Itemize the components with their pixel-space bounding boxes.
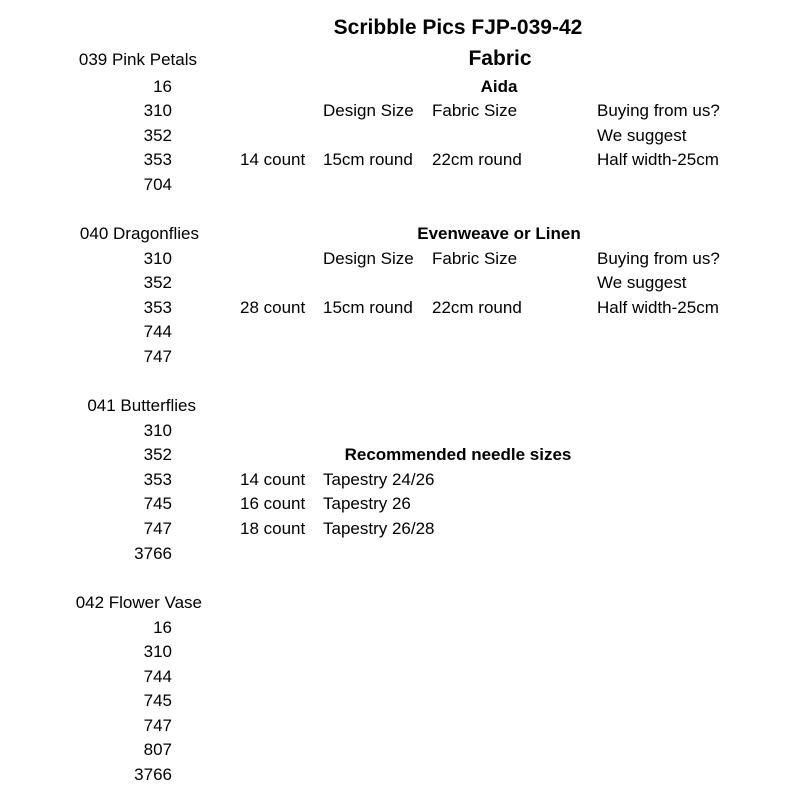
thread-number: 807	[143, 740, 172, 759]
design-name: 041 Butterflies	[87, 396, 196, 415]
thread-number: 744	[143, 667, 172, 686]
aida-count: 14 count	[240, 150, 306, 169]
evenweave-fabric-size: 22cm round	[432, 298, 522, 317]
thread-number: 310	[143, 249, 172, 268]
thread-number: 704	[143, 175, 172, 194]
design-name: 042 Flower Vase	[75, 593, 202, 612]
aida-design-size: 15cm round	[323, 150, 413, 169]
thread-number: 3766	[134, 765, 172, 784]
needle-count: 18 count	[240, 519, 306, 538]
evenweave-fabric-size-header: Fabric Size	[432, 249, 518, 268]
evenweave-design-size-header: Design Size	[323, 249, 414, 268]
thread-number: 745	[143, 494, 172, 513]
thread-number: 353	[143, 298, 172, 317]
thread-number: 353	[143, 470, 172, 489]
aida-buying-line2: We suggest	[597, 126, 687, 145]
needles-heading: Recommended needle sizes	[344, 445, 572, 464]
thread-number: 744	[143, 322, 172, 341]
thread-number: 310	[143, 421, 172, 440]
thread-number: 747	[143, 347, 172, 366]
needle-size: Tapestry 24/26	[323, 470, 435, 489]
thread-number: 747	[143, 716, 172, 735]
thread-number: 310	[143, 642, 172, 661]
design-name: 039 Pink Petals	[78, 50, 197, 69]
aida-heading: Aida	[480, 77, 518, 96]
aida-fabric-size: 22cm round	[432, 150, 522, 169]
design-name: 040 Dragonflies	[79, 224, 199, 243]
thread-number: 747	[143, 519, 172, 538]
thread-number: 745	[143, 691, 172, 710]
page-title: Scribble Pics FJP-039-42	[333, 16, 583, 39]
thread-number: 16	[153, 618, 172, 637]
aida-buying-line1: Buying from us?	[597, 101, 720, 120]
thread-number: 352	[143, 445, 172, 464]
evenweave-heading: Evenweave or Linen	[417, 224, 581, 243]
aida-design-size-header: Design Size	[323, 101, 414, 120]
evenweave-suggestion: Half width-25cm	[597, 298, 719, 317]
thread-number: 353	[143, 150, 172, 169]
fabric-heading: Fabric	[468, 47, 532, 70]
needle-count: 14 count	[240, 470, 306, 489]
thread-number: 352	[143, 126, 172, 145]
evenweave-count: 28 count	[240, 298, 306, 317]
aida-fabric-size-header: Fabric Size	[432, 101, 518, 120]
evenweave-design-size: 15cm round	[323, 298, 413, 317]
evenweave-buying-line1: Buying from us?	[597, 249, 720, 268]
needle-size: Tapestry 26/28	[323, 519, 435, 538]
thread-number: 16	[153, 77, 172, 96]
evenweave-buying-line2: We suggest	[597, 273, 687, 292]
aida-suggestion: Half width-25cm	[597, 150, 719, 169]
thread-number: 3766	[134, 544, 172, 563]
needle-count: 16 count	[240, 494, 306, 513]
thread-number: 310	[143, 101, 172, 120]
thread-number: 352	[143, 273, 172, 292]
needle-size: Tapestry 26	[323, 494, 411, 513]
